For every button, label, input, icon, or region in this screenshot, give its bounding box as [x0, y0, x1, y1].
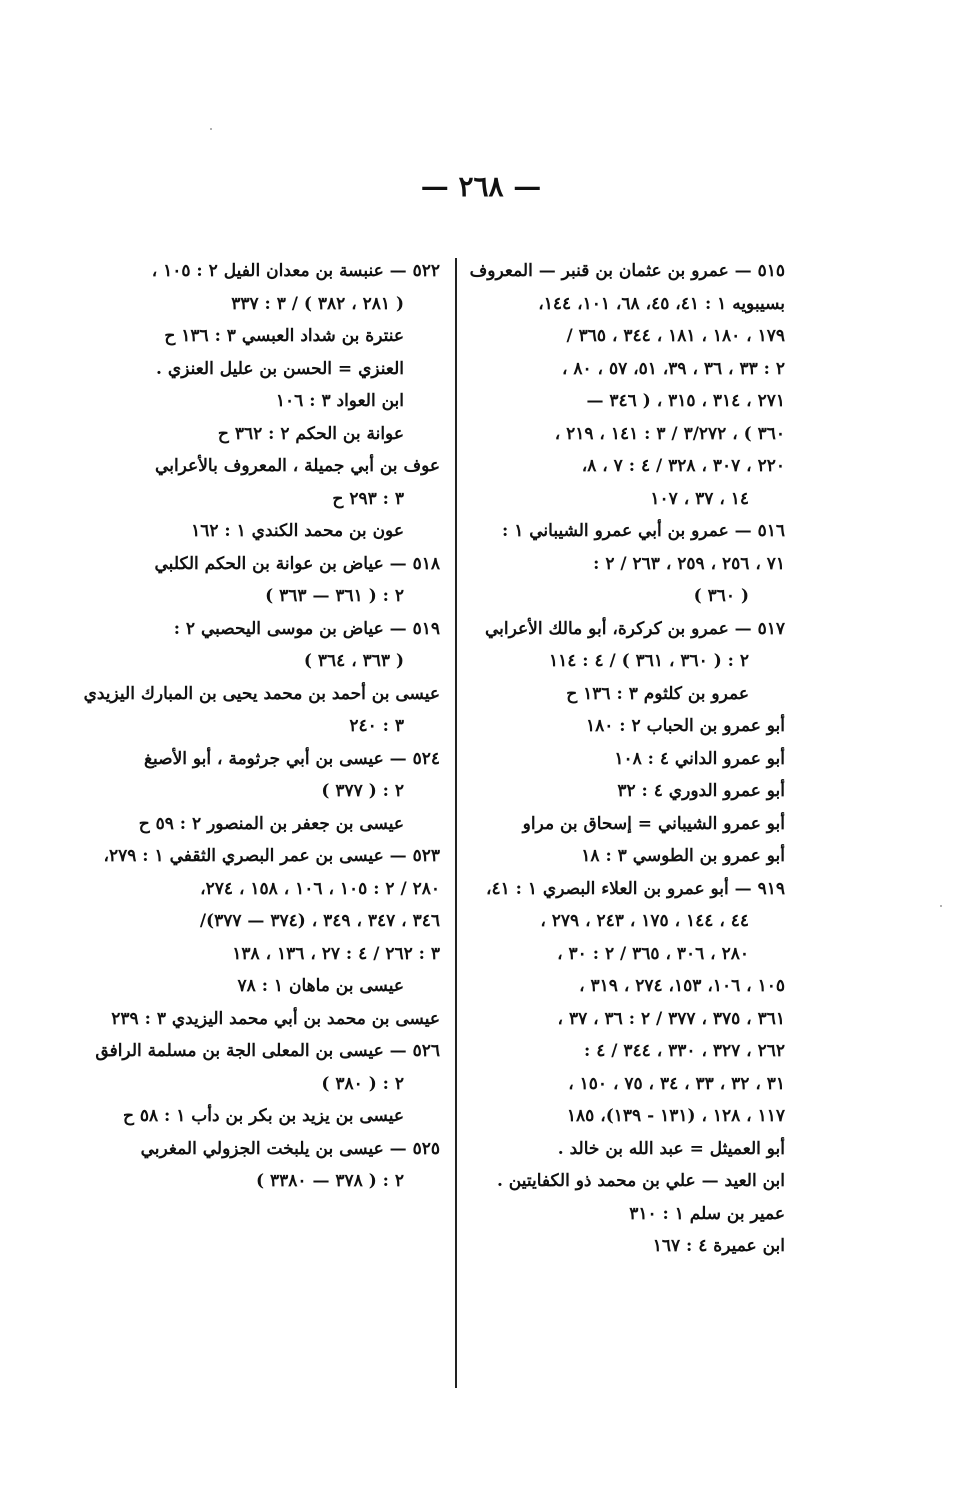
index-entry-line: ٣٦٠ ) ، ٣/٢٧٢ / ٣ : ١٤١ ، ٢١٩ ،: [554, 423, 785, 444]
index-entry-line: ٥١٨ — عياض بن عوانة بن الحكم الكلبي: [154, 553, 440, 574]
paper-speck: [940, 905, 942, 907]
index-entry-line: عوانة بن الحكم ٢ : ٣٦٢ ح: [217, 423, 404, 444]
index-entry-line: أبو عمرو الشيباني = إسحاق بن مراو: [522, 813, 785, 834]
index-entry-line: عوف بن أبي جميلة ، المعروف بالأعرابي: [155, 456, 440, 476]
index-entry-line: ( ٢٨١ ، ٣٨٢ ) / ٣ : ٣٣٧: [231, 293, 404, 314]
index-entry-line: ١٠٥ ، ١٠٦، ١٥٣، ٢٧٤ ، ٣١٩ ،: [579, 976, 785, 996]
column-divider: [455, 258, 457, 1388]
index-entry-line: ( ٣٦٠ ): [693, 586, 749, 606]
index-entry-line: ٢ : ( ٣٨٠ ): [321, 1073, 404, 1094]
index-entry-line: عمرو بن كلثوم ٣ : ١٣٦ ح: [566, 683, 749, 704]
index-entry-line: ٥٢٣ — عيسى بن عمر البصري الثقفي ١ : ٢٧٩،: [103, 846, 440, 866]
index-entry-line: ٢ : ( ٣٧٨ — ٣٣٨٠ ): [256, 1171, 404, 1191]
index-entry-line: ٣ : ٢٩٣ ح: [332, 488, 404, 509]
index-entry-line: عون بن محمد الكندي ١ : ١٦٢: [191, 521, 404, 541]
index-entry-line: ( ٣٦٣ ، ٣٦٤ ): [303, 651, 404, 671]
index-entry-line: ٢ : ( ٣٦١ — ٣٦٣ ): [265, 586, 404, 606]
paper-speck: [210, 128, 212, 130]
index-entry-line: ٢ : ( ٣٦٠ ، ٣٦١ ) / ٤ : ١١٤: [548, 651, 749, 671]
index-entry-line: ٥٢٥ — عيسى بن يلبخت الجزولي المغربي: [140, 1138, 440, 1159]
index-entry-line: ٩١٩ — أبو عمرو بن العلاء البصري ١ : ٤١،: [485, 878, 785, 899]
index-entry-line: ٢ : ( ٣٧٧ ): [321, 781, 404, 801]
index-entry-line: ٥١٦ — عمرو بن أبي عمرو الشيباني ١ :: [501, 521, 785, 541]
index-entry-line: عيسى بن أحمد بن محمد يحيى بن المبارك اليزيدي: [83, 683, 440, 704]
index-entry-line: ٢ : ٣٣ ، ٣٦ ، ٣٩، ٥١، ٥٧ ، ٨٠ ،: [561, 358, 785, 379]
index-entry-line: ٣١ ، ٣٢ ، ٣٣ ، ٣٤ ، ٧٥ ، ١٥٠ ،: [568, 1073, 785, 1094]
index-entry-line: ٢٨٠ / ٢ : ١٠٥ ، ١٠٦ ، ١٥٨ ، ٢٧٤،: [200, 878, 440, 899]
index-entry-line: ٥١٧ — عمرو بن كركرة، أبو مالك الأعرابي: [484, 618, 785, 639]
index-entry-line: ٣ : ٢٦٢ / ٤ : ٢٧ ، ١٣٦ ، ١٣٨: [232, 943, 440, 964]
index-entry-line: ٥١٥ — عمرو بن عثمان بن قنبر — المعروف: [469, 261, 785, 281]
index-entry-line: عيسى بن محمد بن أبي محمد اليزيدي ٣ : ٢٣٩: [111, 1008, 440, 1029]
index-entry-line: عيسى بن يزيد بن بكر بن دأب ١ : ٥٨ ح: [122, 1106, 404, 1126]
index-entry-line: أبو عمرو الدوري ٤ : ٣٢: [617, 781, 785, 801]
index-entry-line: ٥٢٤ — عيسى بن أبي جرثومة ، أبو الأصبغ: [143, 748, 440, 769]
index-entry-line: ٥١٩ — عياض بن موسى اليحصبي ٢ :: [173, 618, 440, 639]
index-column-left: [83, 255, 440, 1198]
index-entry-line: ٥٢٢ — عنبسة بن معدان الفيل ٢ : ١٠٥ ،: [151, 261, 440, 281]
index-entry-line: ابن العواد ٣ : ١٠٦: [275, 391, 404, 411]
index-entry-line: ٣٦١ ، ٣٧٥ ، ٣٧٧ / ٢ : ٣٦ ، ٣٧ ،: [557, 1008, 785, 1029]
index-entry-line: عيسى بن ماهان ١ : ٧٨: [237, 976, 404, 996]
index-entry-line: بسيبويه ١ : ٤١، ٤٥، ٦٨، ١٠١، ١٤٤،: [538, 293, 785, 314]
index-column-right: [470, 255, 785, 1263]
index-entry-line: أبو العميثل = عبد الله بن خالد .: [557, 1138, 785, 1159]
index-entry-line: أبو عمرو بن الطوسي ٣ : ١٨: [581, 846, 785, 866]
index-entry-line: عيسى بن جعفر بن المنصور ٢ : ٥٩ ح: [138, 813, 404, 834]
index-entry-line: أبو عمرو بن الحباب ٢ : ١٨٠: [585, 716, 785, 736]
index-entry-line: ابن عميرة ٤ : ١٦٧: [652, 1236, 785, 1256]
index-entry-line: ٣ : ٢٤٠: [349, 716, 404, 736]
index-entry-line: ٧١ ، ٢٥٦ ، ٢٥٩ ، ٢٦٣ / ٢ :: [593, 553, 785, 574]
index-entry-line: ٢٦٢ ، ٣٢٧ ، ٣٣٠ ، ٣٤٤ / ٤ :: [584, 1041, 785, 1061]
index-entry-line: ٥٢٦ — عيسى بن المعلى الجة بن مسلمة الرافق: [95, 1041, 440, 1061]
index-entry-line: عمير بن سلم ١ : ٣١٠: [629, 1203, 785, 1224]
index-entry-line: ٤٤ ، ١٤٤ ، ١٧٥ ، ٢٤٣ ، ٢٧٩ ،: [540, 911, 749, 931]
index-entry-line: أبو عمرو الداني ٤ : ١٠٨: [614, 748, 785, 769]
index-entry-line: عنترة بن شداد العبسي ٣ : ١٣٦ ح: [164, 326, 404, 346]
index-entry-line: ٣٤٦ ، ٣٤٧ ، ٣٤٩ ، (٣٧٤ — ٣٧٧)/: [199, 911, 440, 931]
index-entry-line: العنزي = الحسن بن عليل العنزي .: [156, 358, 404, 379]
index-entry-line: ١١٧ ، ١٢٨ ، (١٣١ - ١٣٩)، ١٨٥: [566, 1106, 785, 1126]
index-entry-line: ١٤ ، ٣٧ ، ١٠٧: [650, 488, 749, 509]
index-entry-line: ابن العيد — علي بن محمد ذو الكفايتين .: [496, 1171, 785, 1191]
index-entry-line: ٢٧١ ، ٣١٤ ، ٣١٥ ، ( ٣٤٦ —: [586, 391, 785, 411]
page-number: — ٢٦٨ —: [420, 170, 542, 203]
index-entry-line: ٢٨٠ ، ٣٠٦ ، ٣٦٥ / ٢ : ٣٠ ،: [557, 943, 749, 964]
index-entry-line: ١٧٩ ، ١٨٠ ، ١٨١ ، ٣٤٤ ، ٣٦٥ /: [566, 326, 785, 346]
index-entry-line: ٢٢٠ ، ٣٠٧ ، ٣٢٨ / ٤ : ٧ ، ٨،: [581, 456, 785, 476]
